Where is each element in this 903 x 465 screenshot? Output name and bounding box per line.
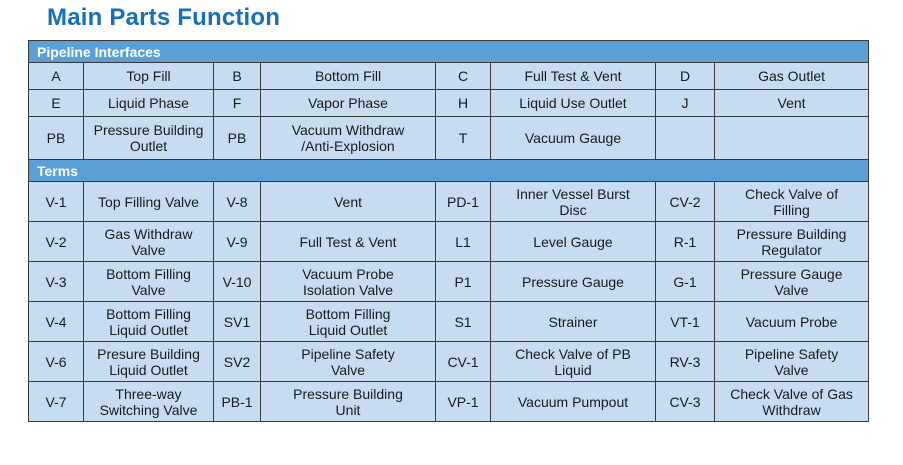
description-cell: Vacuum Pumpout bbox=[491, 382, 656, 422]
description-cell: Pressure Building Outlet bbox=[84, 117, 214, 160]
description-cell: Pressure Building Regulator bbox=[715, 222, 869, 262]
description-cell: Top Fill bbox=[84, 63, 214, 90]
code-cell: R-1 bbox=[656, 222, 715, 262]
code-cell: V-3 bbox=[29, 262, 84, 302]
code-cell: PD-1 bbox=[436, 182, 491, 222]
table-row bbox=[29, 63, 869, 90]
description-cell: Gas Outlet bbox=[715, 63, 869, 90]
description-cell: Vacuum Withdraw /Anti-Explosion bbox=[261, 117, 436, 160]
description-cell: Pipeline Safety Valve bbox=[715, 342, 869, 382]
code-cell: V-6 bbox=[29, 342, 84, 382]
description-cell: Full Test & Vent bbox=[261, 222, 436, 262]
code-cell: S1 bbox=[436, 302, 491, 342]
interfaces-section-header bbox=[29, 41, 869, 63]
code-cell: VP-1 bbox=[436, 382, 491, 422]
code-cell: CV-1 bbox=[436, 342, 491, 382]
main-parts-table bbox=[28, 40, 869, 422]
terms-section-header bbox=[29, 160, 869, 182]
description-cell: Bottom Fill bbox=[261, 63, 436, 90]
description-cell: Pressure Gauge bbox=[491, 262, 656, 302]
description-cell: Inner Vessel Burst Disc bbox=[491, 182, 656, 222]
terms-heading: Terms bbox=[29, 160, 869, 182]
code-cell: V-7 bbox=[29, 382, 84, 422]
table-row bbox=[29, 222, 869, 262]
code-cell: V-9 bbox=[214, 222, 261, 262]
description-cell: Vacuum Gauge bbox=[491, 117, 656, 160]
description-cell: Check Valve of Filling bbox=[715, 182, 869, 222]
code-cell: V-8 bbox=[214, 182, 261, 222]
code-cell: D bbox=[656, 63, 715, 90]
table-row bbox=[29, 382, 869, 422]
code-cell: PB bbox=[29, 117, 84, 160]
table-row bbox=[29, 342, 869, 382]
description-cell: Vapor Phase bbox=[261, 90, 436, 117]
description-cell: Bottom Filling Liquid Outlet bbox=[84, 302, 214, 342]
description-cell: Check Valve of PB Liquid bbox=[491, 342, 656, 382]
description-cell: Liquid Use Outlet bbox=[491, 90, 656, 117]
code-cell: V-4 bbox=[29, 302, 84, 342]
description-cell: Vent bbox=[715, 90, 869, 117]
description-cell: Presure Building Liquid Outlet bbox=[84, 342, 214, 382]
description-cell: Pipeline Safety Valve bbox=[261, 342, 436, 382]
table-row bbox=[29, 302, 869, 342]
code-cell: C bbox=[436, 63, 491, 90]
code-cell: V-1 bbox=[29, 182, 84, 222]
page-title: Main Parts Function bbox=[47, 4, 281, 31]
code-cell: V-10 bbox=[214, 262, 261, 302]
code-cell bbox=[656, 117, 715, 160]
description-cell: Gas Withdraw Valve bbox=[84, 222, 214, 262]
code-cell: T bbox=[436, 117, 491, 160]
code-cell: CV-2 bbox=[656, 182, 715, 222]
description-cell: Strainer bbox=[491, 302, 656, 342]
code-cell: L1 bbox=[436, 222, 491, 262]
table-row bbox=[29, 182, 869, 222]
code-cell: J bbox=[656, 90, 715, 117]
code-cell: B bbox=[214, 63, 261, 90]
code-cell: A bbox=[29, 63, 84, 90]
table-row bbox=[29, 262, 869, 302]
description-cell: Vacuum Probe bbox=[715, 302, 869, 342]
description-cell bbox=[715, 117, 869, 160]
description-cell: Vacuum Probe Isolation Valve bbox=[261, 262, 436, 302]
table-row bbox=[29, 117, 869, 160]
code-cell: H bbox=[436, 90, 491, 117]
code-cell: E bbox=[29, 90, 84, 117]
description-cell: Pressure Gauge Valve bbox=[715, 262, 869, 302]
code-cell: RV-3 bbox=[656, 342, 715, 382]
code-cell: PB-1 bbox=[214, 382, 261, 422]
code-cell: G-1 bbox=[656, 262, 715, 302]
description-cell: Bottom Filling Liquid Outlet bbox=[261, 302, 436, 342]
table-body bbox=[29, 41, 869, 422]
code-cell: P1 bbox=[436, 262, 491, 302]
description-cell: Vent bbox=[261, 182, 436, 222]
description-cell: Bottom Filling Valve bbox=[84, 262, 214, 302]
code-cell: SV2 bbox=[214, 342, 261, 382]
description-cell: Top Filling Valve bbox=[84, 182, 214, 222]
description-cell: Level Gauge bbox=[491, 222, 656, 262]
code-cell: CV-3 bbox=[656, 382, 715, 422]
code-cell: V-2 bbox=[29, 222, 84, 262]
description-cell: Pressure Building Unit bbox=[261, 382, 436, 422]
code-cell: PB bbox=[214, 117, 261, 160]
code-cell: SV1 bbox=[214, 302, 261, 342]
description-cell: Full Test & Vent bbox=[491, 63, 656, 90]
description-cell: Check Valve of Gas Withdraw bbox=[715, 382, 869, 422]
interfaces-heading: Pipeline Interfaces bbox=[29, 41, 869, 63]
code-cell: VT-1 bbox=[656, 302, 715, 342]
table-row bbox=[29, 90, 869, 117]
description-cell: Three-way Switching Valve bbox=[84, 382, 214, 422]
code-cell: F bbox=[214, 90, 261, 117]
description-cell: Liquid Phase bbox=[84, 90, 214, 117]
